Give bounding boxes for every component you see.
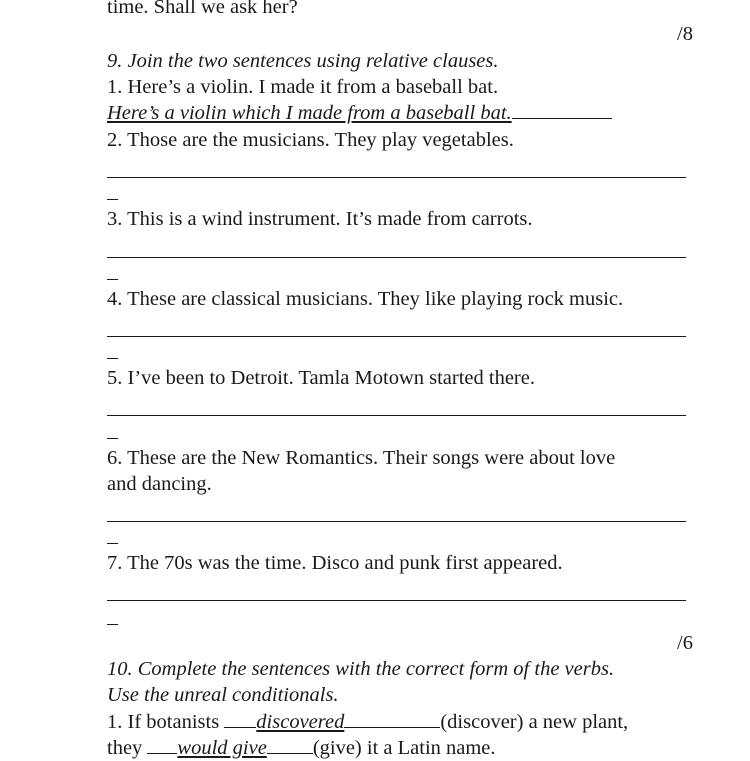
answer-blank-lead (147, 735, 177, 754)
exercise-10-item-1-lead: 1. If botanists (107, 711, 220, 733)
exercise-9-item-6-answer-line[interactable] (107, 521, 686, 522)
previous-exercise-text: time. Shall we ask her? (107, 0, 298, 18)
exercise-9-item-2-answer-line[interactable] (107, 177, 686, 178)
exercise-10-item-1-answer-2[interactable]: would give (177, 737, 267, 759)
exercise-10-instruction-line-1: 10. Complete the sentences with the correct form of the verbs. (107, 658, 615, 680)
answer-line-continuation (107, 543, 118, 544)
exercise-10-score: /6 (677, 632, 693, 654)
exercise-10-item-1-lead-2: they (107, 737, 143, 759)
exercise-10-item-1-line-2 (107, 735, 496, 761)
exercise-10-item-1-hint-1: (discover) a new plant, (440, 711, 629, 733)
exercise-9-item-7-prompt: 7. The 70s was the time. Disco and punk first appeared. (107, 552, 563, 574)
exercise-9-item-1-answer-line (107, 100, 612, 126)
exercise-10-instruction-line-2: Use the unreal conditionals. (107, 684, 339, 706)
exercise-9-item-1-answer: Here’s a violin which I made from a baseball bat. (107, 102, 512, 124)
exercise-10-item-1-line-1 (107, 709, 628, 735)
answer-line-continuation (107, 279, 118, 280)
answer-blank-lead (224, 709, 256, 728)
exercise-9-item-6-prompt-line-2: and dancing. (107, 473, 212, 495)
exercise-9-item-4-answer-line[interactable] (107, 336, 686, 337)
exercise-10-item-1-answer-1[interactable]: discovered (256, 711, 345, 733)
answer-line-continuation (107, 624, 118, 625)
exercise-9-item-1-prompt: 1. Here’s a violin. I made it from a baseball bat. (107, 76, 499, 98)
answer-blank-tail (344, 709, 440, 728)
exercise-9-item-6-prompt-line-1: 6. These are the New Romantics. Their songs were about love (107, 447, 616, 469)
exercise-9-item-3-answer-line[interactable] (107, 257, 686, 258)
exercise-9-score: /8 (677, 23, 693, 45)
answer-line-continuation (107, 199, 118, 200)
exercise-9-item-2-prompt: 2. Those are the musicians. They play vegetables. (107, 129, 514, 151)
exercise-9-item-3-prompt: 3. This is a wind instrument. It’s made from carrots. (107, 208, 533, 230)
answer-line-continuation (107, 438, 118, 439)
exercise-10-item-1-hint-2: (give) it a Latin name. (312, 737, 496, 759)
answer-blank-tail (267, 735, 313, 754)
exercise-9-item-5-prompt: 5. I’ve been to Detroit. Tamla Motown started there. (107, 367, 535, 389)
answer-line-continuation (107, 358, 118, 359)
exercise-9-item-7-answer-line[interactable] (107, 600, 686, 601)
exercise-9-item-4-prompt: 4. These are classical musicians. They like playing rock music. (107, 288, 624, 310)
exercise-9-instruction: 9. Join the two sentences using relative clauses. (107, 50, 499, 72)
exercise-9-item-5-answer-line[interactable] (107, 415, 686, 416)
answer-blank-extension (512, 100, 612, 119)
